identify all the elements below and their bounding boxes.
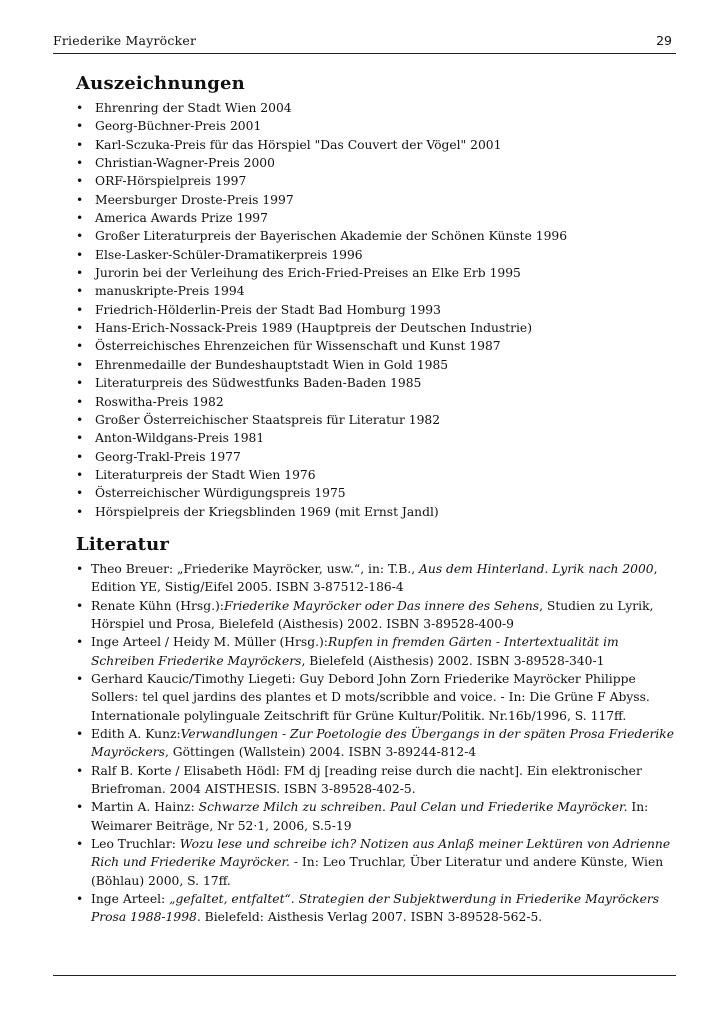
citation-text [91, 762, 676, 799]
bullet-icon: • [76, 119, 84, 134]
citation-author: Edith A. Kunz: [91, 727, 181, 741]
award-text: Else-Lasker-Schüler-Dramatikerpreis 1996 [95, 247, 363, 262]
award-text: Österreichisches Ehrenzeichen für Wissenschaft und Kunst 1987 [95, 339, 501, 354]
bullet-icon: • [76, 174, 84, 189]
citation-text [91, 890, 676, 927]
award-text: Ehrenmedaille der Bundeshauptstadt Wien in Gold 1985 [95, 357, 449, 372]
literature-item [76, 890, 676, 927]
award-item [76, 246, 676, 264]
literature-item [76, 670, 676, 725]
award-text: manuskripte-Preis 1994 [95, 284, 245, 299]
bullet-icon: • [76, 467, 84, 482]
main-content [76, 72, 676, 927]
bullet-icon: • [76, 101, 84, 115]
awards-list [76, 99, 676, 521]
awards-heading: Auszeichnungen [76, 73, 245, 94]
award-text: Karl-Sczuka-Preis für das Hörspiel "Das Couvert der Vögel" 2001 [95, 137, 502, 152]
bullet-icon: • [76, 727, 84, 741]
citation-author: Theo Breuer: „Friederike Mayröcker, usw.“, in: T.B., [91, 561, 420, 576]
award-text: Österreichischer Würdigungspreis 1975 [95, 486, 346, 501]
award-item [76, 374, 676, 392]
citation-text [91, 597, 676, 634]
citation-author: Ralf B. Korte / Elisabeth Hödl: FM dj [reading reise durch die nacht]. Ein elektronischer Briefroman. 2004 AISTHESIS. ISBN 3-89528-402-5. [91, 763, 642, 797]
literature-heading: Literatur [76, 533, 170, 555]
bullet-icon: • [76, 394, 84, 409]
award-text: Anton-Wildgans-Preis 1981 [95, 431, 265, 446]
literature-item [76, 798, 676, 835]
citation-details: , Edition YE, Sistig/Eifel 2005. ISBN 3-87512-186-4 [91, 561, 658, 595]
citation-text [91, 798, 676, 835]
award-text: Großer Literaturpreis der Bayerischen Akademie der Schönen Künste 1996 [95, 229, 568, 244]
citation-text [91, 835, 676, 890]
citation-title: Aus dem Hinterland. Lyrik nach 2000 [419, 561, 654, 576]
header-divider [53, 53, 676, 54]
award-text: Meersburger Droste-Preis 1997 [95, 192, 294, 207]
literature-item [76, 725, 676, 762]
citation-title: Verwandlungen - Zur Poetologie des Übergangs in der späten Prosa Friederike Mayröckers [91, 727, 675, 760]
award-item [76, 393, 676, 411]
bullet-icon: • [76, 837, 84, 852]
bullet-icon: • [76, 561, 84, 576]
award-text: Literaturpreis der Stadt Wien 1976 [95, 467, 316, 482]
footer-divider [53, 975, 676, 976]
bullet-icon: • [76, 284, 84, 299]
citation-title: Wozu lese und schreibe ich? Notizen aus Anlaß meiner Lektüren von Adrienne Rich und Friederike Mayröcker. [91, 837, 671, 870]
award-text: Christian-Wagner-Preis 2000 [95, 156, 275, 171]
award-text: Georg-Trakl-Preis 1977 [95, 449, 241, 464]
award-item [76, 503, 676, 521]
citation-title: Friederike Mayröcker oder Das innere des Sehens [223, 598, 540, 613]
award-item [76, 319, 676, 337]
award-item [76, 172, 676, 190]
citation-details: , Studien zu Lyrik, Hörspiel und Prosa, Bielefeld (Aisthesis) 2002. ISBN 3-89528-400-9 [91, 598, 654, 631]
award-item [76, 99, 676, 117]
award-item [76, 209, 676, 227]
citation-author: Inge Arteel / Heidy M. Müller (Hrsg.): [91, 635, 328, 650]
citation-author: Inge Arteel: [91, 892, 170, 907]
award-item [76, 227, 676, 245]
citation-text [91, 633, 676, 670]
citation-text [91, 725, 676, 762]
citation-author: Gerhard Kaucic/Timothy Liegeti: Guy Debord John Zorn Friederike Mayröcker Philippe Sollers: tel quel jardins des plantes et D mots/scribble and voice. - In: Die Grüne F Abyss. Internationale polylinguale Zeitschrift für Grüne Kultur/Politik. Nr.16b/1996, S. 117ff. [91, 671, 650, 723]
bullet-icon: • [76, 671, 84, 686]
bullet-icon: • [76, 376, 84, 391]
citation-details: - In: Leo Truchlar, Über Literatur und andere Künste, Wien (Böhlau) 2000, S. 17ff. [91, 855, 664, 888]
award-text: Hörspielpreis der Kriegsblinden 1969 (mit Ernst Jandl) [95, 504, 439, 519]
bullet-icon: • [76, 598, 84, 613]
running-header-author: Friederike Mayröcker [53, 33, 197, 48]
bullet-icon: • [76, 247, 84, 262]
award-item [76, 484, 676, 502]
award-text: ORF-Hörspielpreis 1997 [95, 174, 247, 189]
citation-author: Leo Truchlar: [91, 837, 180, 852]
bullet-icon: • [76, 449, 84, 464]
awards-section [76, 72, 676, 521]
bullet-icon: • [76, 431, 84, 446]
citation-text [91, 670, 676, 725]
award-text: Jurorin bei der Verleihung des Erich-Fried-Preises an Elke Erb 1995 [95, 266, 521, 281]
award-text: Roswitha-Preis 1982 [95, 394, 224, 409]
bullet-icon: • [76, 763, 84, 778]
page-header [53, 33, 676, 53]
bullet-icon: • [76, 321, 84, 336]
award-text: Hans-Erich-Nossack-Preis 1989 (Hauptpreis der Deutschen Industrie) [95, 321, 532, 336]
citation-details: . Bielefeld: Aisthesis Verlag 2007. ISBN 3-89528-562-5. [196, 910, 543, 925]
bullet-icon: • [76, 229, 84, 244]
award-text: Großer Österreichischer Staatspreis für Literatur 1982 [95, 412, 441, 427]
award-item [76, 448, 676, 466]
bullet-icon: • [76, 339, 84, 354]
bullet-icon: • [76, 357, 84, 372]
literature-item [76, 835, 676, 890]
award-item [76, 117, 676, 135]
bullet-icon: • [76, 412, 84, 427]
bullet-icon: • [76, 892, 84, 907]
award-item [76, 282, 676, 300]
award-text: Georg-Büchner-Preis 2001 [95, 119, 262, 134]
citation-author: Renate Kühn (Hrsg.): [91, 598, 224, 613]
citation-title: Rupfen in fremden Gärten - Intertextualität im Schreiben Friederike Mayröckers [91, 635, 619, 668]
bullet-icon: • [76, 266, 84, 281]
literature-list [76, 560, 676, 927]
bullet-icon: • [76, 800, 84, 815]
award-item [76, 429, 676, 447]
citation-text [91, 560, 676, 597]
citation-details: In: Weimarer Beiträge, Nr 52·1, 2006, S.5-19 [91, 800, 649, 833]
award-item [76, 356, 676, 374]
bullet-icon: • [76, 504, 84, 519]
bullet-icon: • [76, 211, 84, 226]
citation-author: Martin A. Hainz: [91, 800, 199, 815]
literature-section [76, 533, 676, 927]
award-item [76, 154, 676, 172]
bullet-icon: • [76, 302, 84, 317]
award-item [76, 264, 676, 282]
bullet-icon: • [76, 192, 84, 207]
literature-item [76, 633, 676, 670]
award-item [76, 411, 676, 429]
award-item [76, 301, 676, 319]
award-item [76, 466, 676, 484]
award-item [76, 191, 676, 209]
bullet-icon: • [76, 137, 84, 152]
literature-item [76, 560, 676, 597]
page-number: 29 [656, 33, 672, 48]
bullet-icon: • [76, 156, 84, 171]
bullet-icon: • [76, 486, 84, 501]
award-text: America Awards Prize 1997 [95, 211, 268, 226]
award-item [76, 136, 676, 154]
citation-title: „gefaltet, entfaltet“. Strategien der Subjektwerdung in Friederike Mayröckers Prosa 1988-1998 [91, 892, 660, 925]
award-item [76, 337, 676, 355]
literature-item [76, 597, 676, 634]
citation-details: , Bielefeld (Aisthesis) 2002. ISBN 3-89528-340-1 [301, 653, 605, 668]
award-text: Ehrenring der Stadt Wien 2004 [95, 101, 292, 115]
bullet-icon: • [76, 635, 84, 650]
award-text: Literaturpreis des Südwestfunks Baden-Baden 1985 [95, 376, 422, 391]
citation-details: , Göttingen (Wallstein) 2004. ISBN 3-89244-812-4 [164, 745, 477, 760]
literature-item [76, 762, 676, 799]
award-text: Friedrich-Hölderlin-Preis der Stadt Bad Homburg 1993 [95, 302, 441, 317]
citation-title: Schwarze Milch zu schreiben. Paul Celan und Friederike Mayröcker. [198, 800, 628, 815]
